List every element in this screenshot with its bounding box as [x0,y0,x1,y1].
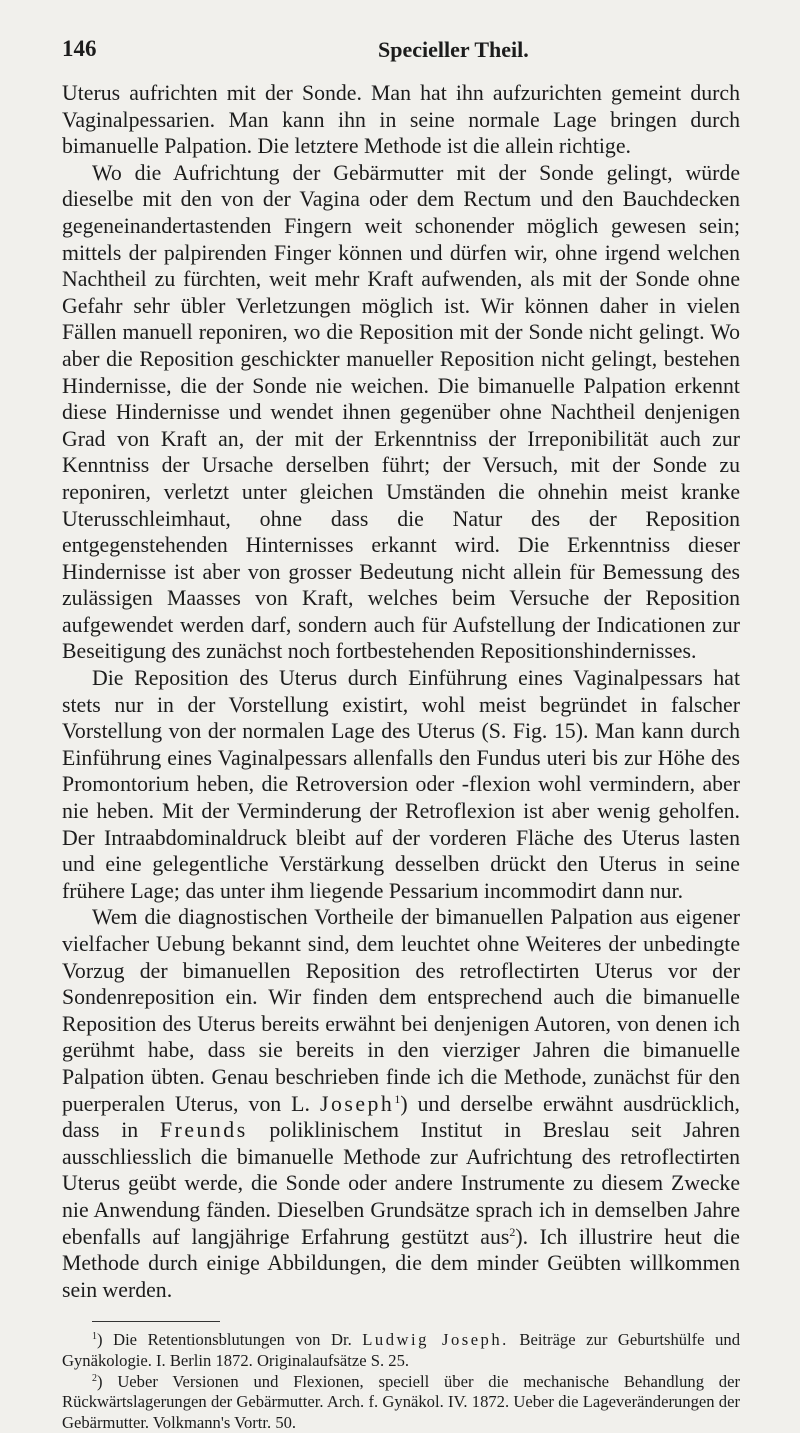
paragraph-4-part-d: ). Ich illustrire heut die Methode durch einige Abbildungen, die dem minder Geübten willkommen sein werden. [62,1225,740,1302]
footnote-2-mark: 2 [92,1373,97,1384]
footnote-1-author: Ludwig Joseph. [362,1330,509,1349]
paragraph-4 [62,904,740,1303]
footnote-1-part-b: Beiträge zur Geburtshülfe und Gynäkologie. I. Berlin 1872. Originalaufsätze S. 25. [62,1330,740,1370]
footnote-1-part-a: ) Die Retentionsblutungen von Dr. [97,1330,352,1349]
page-header [62,36,740,80]
footnotes [62,1330,740,1433]
paragraph-4-part-b: ) und derselbe erwähnt ausdrücklich, dass in [62,1092,740,1143]
footnote-2-text: ) Ueber Versionen und Flexionen, speciell über die mechanische Behandlung der Rückwärtslagerungen der Gebärmutter. Arch. f. Gynäkol. IV. 1872. Ueber die Lageveränderungen der Gebärmutter. Volkmann's Vortr. 50. [62,1372,740,1432]
author-name-freunds: Freunds [160,1118,248,1142]
footnote-2 [62,1372,740,1433]
running-title: Specieller Theil. [378,37,529,63]
paragraph-3: Die Reposition des Uterus durch Einführung eines Vaginalpessars hat stets nur in der Vorstellung existirt, wohl meist begründet in falscher Vorstellung von der normalen Lage des Uterus (S. Fig. 15). Man kann durch Einführung eines Vaginalpessars allenfalls den Fundus uteri bis zur Höhe des Promontorium heben, die Retroversion oder -flexion wohl vermindern, aber nie heben. Mit der Verminderung der Retroflexion ist aber wenig geholfen. Der Intraabdominaldruck bleibt auf der vorderen Fläche des Uterus lasten und eine gelegentliche Verstärkung desselben drückt den Uterus in seine frühere Lage; das unter ihm liegende Pessarium incommodirt dann nur. [62,665,740,904]
author-name-joseph: Joseph [320,1092,394,1116]
paragraph-4-part-a: Wem die diagnostischen Vortheile der bimanuellen Palpation aus eigener vielfacher Uebung bekannt sind, dem leuchtet ohne Weiteres der unbedingte Vorzug der bimanuellen Reposition des retroflectirten Uterus vor der Sondenreposition ein. Wir finden dem entsprechend auch die bimanuelle Reposition des Uterus bereits erwähnt bei denjenigen Autoren, von denen ich gerühmt habe, dass sie bereits in den vierziger Jahren die bimanuelle Palpation übten. Genau beschrieben finde ich die Methode, zunächst für den puerperalen Uterus, von L. [62,905,740,1115]
body-text [62,80,740,1303]
footnote-ref-1[interactable]: 1 [394,1092,400,1106]
page-number: 146 [62,36,97,62]
paragraph-2: Wo die Aufrichtung der Gebärmutter mit der Sonde gelingt, würde dieselbe mit den von der Vagina oder dem Rectum und den Bauchdecken gegeneinandertastenden Fingern weit schonender möglich gewesen sein; mittels der palpirenden Finger können und dürfen wir, ohne irgend welchen Nachtheil zu fürchten, weit mehr Kraft aufwenden, als mit der Sonde ohne Gefahr sehr übler Verletzungen möglich ist. Wir können daher in vielen Fällen manuell reponiren, wo die Reposition mit der Sonde nicht gelingt. Wo aber die Reposition geschickter manueller Reposition nicht gelingt, bestehen Hindernisse, die der Sonde nie weichen. Die bimanuelle Palpation erkennt diese Hindernisse und wendet ihnen gegenüber ohne Nachtheil denjenigen Grad von Kraft an, der mit der Erkenntniss der Irreponibilität auch zur Kenntniss der Ursache derselben führt; der Versuch, mit der Sonde zu reponiren, verletzt unter gleichen Umständen die ohnehin meist kranke Uterusschleimhaut, ohne dass die Natur des der Reposition entgegenstehenden Hinternisses erkannt wird. Die Erkenntniss dieser Hindernisse ist aber von grosser Bedeutung nicht allein für Bemessung des zulässigen Maasses von Kraft, welches beim Versuche der Reposition aufgewendet werden darf, sondern auch für Aufstellung der Indicationen zur Beseitigung des zunächst noch fortbestehenden Repositionshindernisses. [62,160,740,665]
footnote-1 [62,1330,740,1371]
paragraph-4-part-c: poliklinischem Institut in Breslau seit Jahren ausschliesslich die bimanuelle Methode zur Aufrichtung des retroflectirten Uterus geübt werde, die Sonde oder andere Instrumente zu diesem Zwecke nie Anwendung fänden. Dieselben Grundsätze sprach ich in demselben Jahre ebenfalls auf langjährige Erfahrung gestützt aus [62,1118,740,1248]
footnote-ref-2[interactable]: 2 [509,1225,515,1239]
footnote-1-mark: 1 [92,1331,97,1342]
paragraph-1: Uterus aufrichten mit der Sonde. Man hat ihn aufzurichten gemeint durch Vaginalpessarien. Man kann ihn in seine normale Lage bringen durch bimanuelle Palpation. Die letztere Methode ist die allein richtige. [62,80,740,160]
